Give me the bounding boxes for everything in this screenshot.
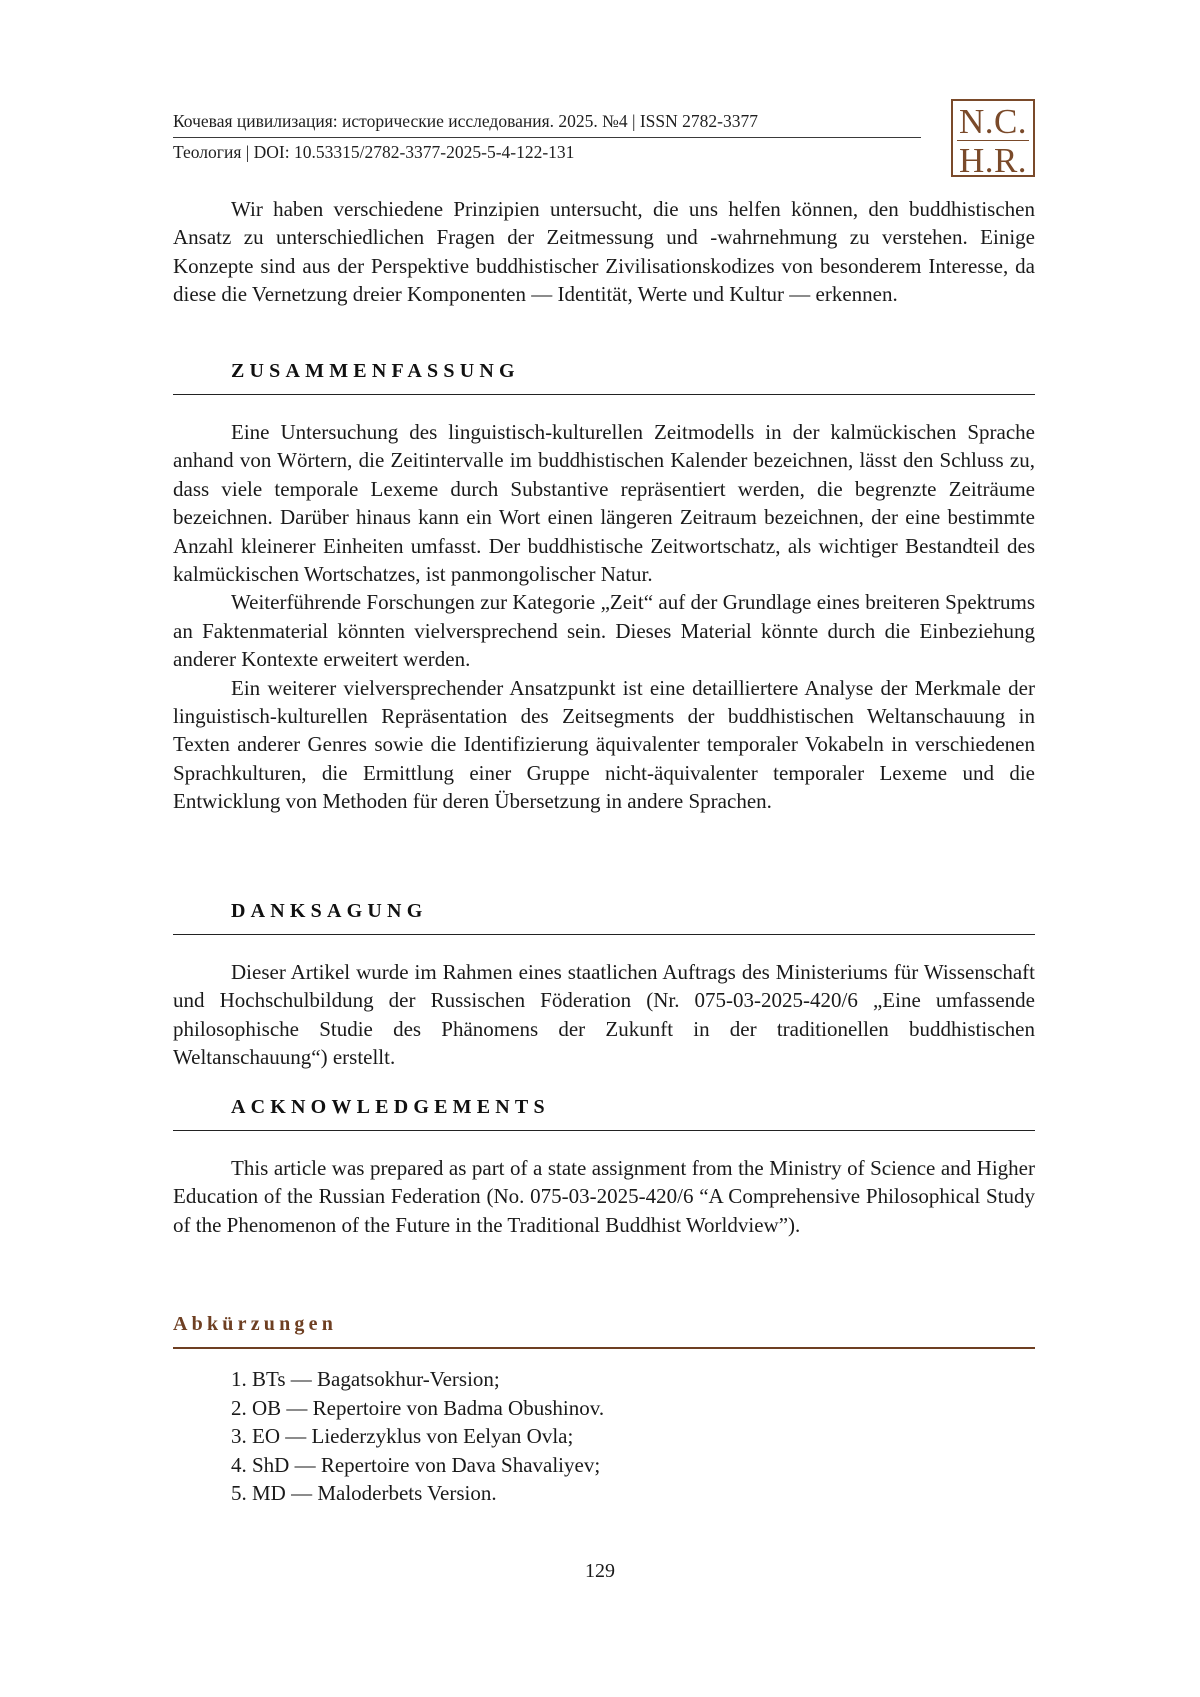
zusammenfassung-section bbox=[173, 418, 1035, 816]
heading-zusammenfassung-text: ZUSAMMENFASSUNG bbox=[231, 360, 520, 382]
heading-abkuerzungen-text: Abkürzungen bbox=[173, 1313, 338, 1335]
abbreviation-list bbox=[231, 1365, 1031, 1508]
danksagung-section bbox=[173, 958, 1035, 1072]
list-item: 1. BTs — Bagatsokhur-Version; bbox=[231, 1367, 500, 1391]
list-item: 4. ShD — Repertoire von Dava Shavaliyev; bbox=[231, 1452, 601, 1477]
logo-top-text: N.C. bbox=[958, 102, 1028, 141]
journal-citation: Кочевая цивилизация: исторические исследования. 2025. №4 | ISSN 2782-3377 bbox=[173, 111, 758, 131]
list-item: 5. MD — Maloderbets Version. bbox=[231, 1481, 497, 1506]
heading-danksagung bbox=[173, 900, 1035, 935]
zusammenfassung-paragraph-1: Eine Untersuchung des linguistisch-kulturellen Zeitmodells in der kalmückischen Sprache anhand von Wörtern, die Zeitintervalle im buddhistischen Kalender bezeichnen, lässt den Schluss zu, dass viele temporale Lexeme durch Substantive repräsentiert werden, die begrenzte Zeiträume bezeichnen. Darüber hinaus kann ein Wort einen längeren Zeitraum bezeichnen, der eine bestimmte Anzahl kleinerer Einheiten umfasst. Der buddhistische Zeitwortschatz, als wichtiger Bestandteil des kalmückischen Wortschatzes, ist panmongolischer Natur. bbox=[173, 420, 1035, 587]
acknowledgements-paragraph: This article was prepared as part of a state assignment from the Ministry of Science and Higher Education of the Russian Federation (No. 075-03-2025-420/6 “A Comprehensive Philosophical Study of the Phenomenon of the Future in the Traditional Buddhist Worldview”). bbox=[173, 1156, 1035, 1237]
danksagung-paragraph: Dieser Artikel wurde im Rahmen eines staatlichen Auftrags des Ministeriums für Wissenschaft und Hochschulbildung der Russischen Föderation (Nr. 075-03-2025-420/6 „Eine umfassende philosophische Studie des Phänomens der Zukunft in der traditionellen buddhistischen Weltanschauung“) erstellt. bbox=[173, 960, 1035, 1070]
logo-bottom-text: H.R. bbox=[958, 141, 1028, 180]
list-item: 2. OB — Repertoire von Badma Obushinov. bbox=[231, 1395, 605, 1420]
intro-section bbox=[173, 195, 1035, 309]
heading-abkuerzungen bbox=[173, 1313, 1035, 1349]
heading-acknowledgements-text: ACKNOWLEDGEMENTS bbox=[231, 1096, 550, 1118]
heading-danksagung-text: DANKSAGUNG bbox=[231, 900, 428, 922]
journal-logo bbox=[951, 99, 1035, 180]
zusammenfassung-paragraph-2: Weiterführende Forschungen zur Kategorie „Zeit“ auf der Grundlage eines breiteren Spektrums an Faktenmaterial könnten vielversprechend sein. Dieses Material könnte durch die Einbeziehung anderer Kontexte erweitert werden. bbox=[173, 590, 1035, 672]
intro-paragraph: Wir haben verschiedene Prinzipien untersucht, die uns helfen können, den buddhistischen Ansatz zu unterschiedlichen Fragen der Zeitmessung und -wahrnehmung zu verstehen. Einige Konzepte sind aus der Perspektive buddhistischer Zivilisationskodizes von besonderem Interesse, da diese die Vernetzung dreier Komponenten — Identität, Werte und Kultur — erkennen. bbox=[173, 197, 1035, 307]
heading-zusammenfassung bbox=[173, 360, 1035, 395]
running-header bbox=[173, 102, 1035, 186]
acknowledgements-section bbox=[173, 1154, 1035, 1239]
heading-acknowledgements bbox=[173, 1096, 1035, 1131]
page-number: 129 bbox=[585, 1560, 615, 1582]
list-item: 3. EO — Liederzyklus von Eelyan Ovla; bbox=[231, 1424, 574, 1449]
header-divider bbox=[173, 137, 921, 138]
zusammenfassung-paragraph-3: Ein weiterer vielversprechender Ansatzpunkt ist eine detailliertere Analyse der Merkmale der linguistisch-kulturellen Repräsentation des Zeitsegments der buddhistischen Weltanschauung in Texten anderer Genres sowie die Identifizierung äquivalenter temporaler Vokabeln in verschiedenen Sprachkulturen, die Ermittlung einer Gruppe nicht-äquivalenter temporaler Lexeme und die Entwicklung von Methoden für deren Übersetzung in andere Sprachen. bbox=[173, 675, 1035, 814]
doi-line: Теология | DOI: 10.53315/2782-3377-2025-5-4-122-131 bbox=[173, 142, 575, 162]
